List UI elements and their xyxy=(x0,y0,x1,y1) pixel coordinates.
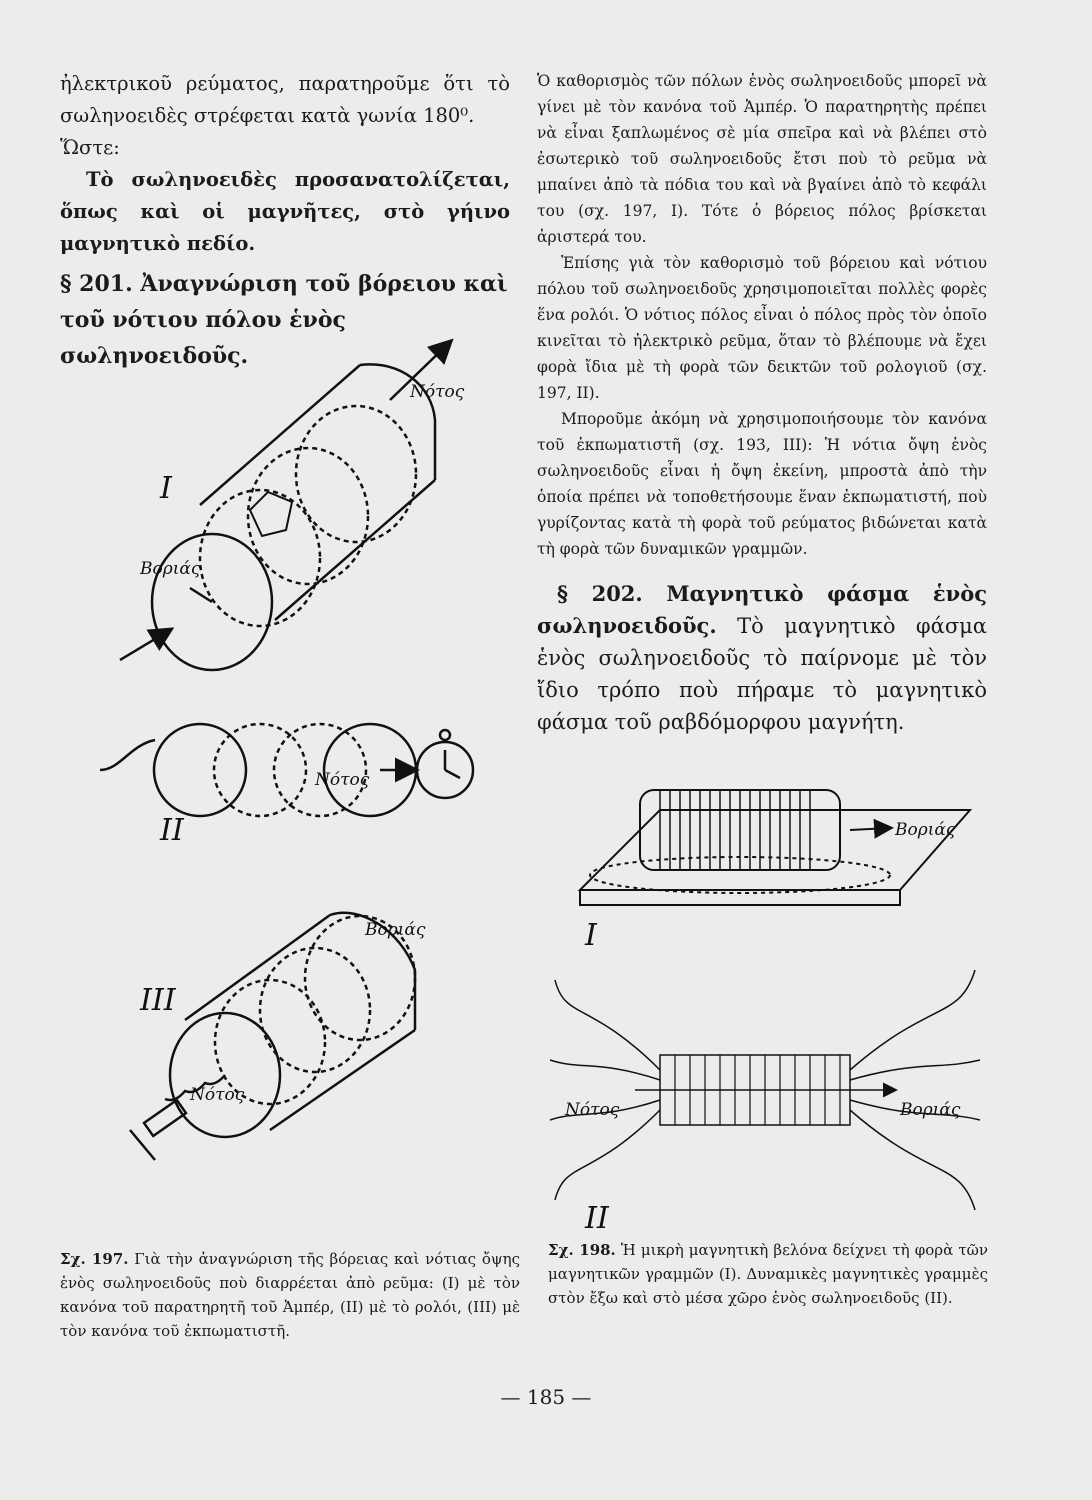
figure-197-drawing xyxy=(60,330,530,1230)
fig197-label-I: I xyxy=(160,471,172,506)
fig197-label-II: II xyxy=(160,813,184,848)
page-number: — 185 — xyxy=(500,1385,592,1409)
fig198-label-I: I xyxy=(585,918,597,953)
figure-197 xyxy=(60,330,530,1230)
fig197-notos-label-2: Νότος xyxy=(315,770,370,790)
section-201-number: § 201. xyxy=(60,271,133,297)
left-paragraph-1: ἠλεκτρικοῦ ρεύματος, παρατηροῦμε ὅτι τὸ σωληνοειδὲς στρέφεται κατὰ γωνία 180⁰. xyxy=(60,72,510,127)
fig198-borias-label-1: Βοριάς xyxy=(895,820,956,840)
figure-197-caption-text: Γιὰ τὴν ἀναγνώριση τῆς βόρειας καὶ νότιας ὄψης ἑνὸς σωληνοειδοῦς ποὺ διαρρέεται ἀπὸ ρεῦμα: (I) μὲ τὸν κανόνα τοῦ παρατηρητῆ τοῦ Ἀμπέρ, (II) μὲ τὸ ρολόι, (III) μὲ τὸν κανόνα τοῦ ἐκπωματιστῆ. xyxy=(60,1250,520,1340)
solenoid-ampere-rule-drawing xyxy=(120,342,450,670)
figure-197-caption xyxy=(60,1247,520,1343)
right-paragraph-2: Ἐπίσης γιὰ τὸν καθορισμὸ τοῦ βόρειου καὶ νότιου πόλου τοῦ σωληνοειδοῦς χρησιμοποιεῖται πολλὲς φορὲς ἕνα ρολόι. Ὁ νότιος πόλος εἶναι ὁ πόλος πρὸς τὸν ὁποῖο κινεῖται τὸ ἠλεκτρικὸ ρεῦμα, ὅταν τὸ βλέπουμε νὰ ἔχει φορὰ ἴδια μὲ τὴ φορὰ τῶν δεικτῶν τοῦ ρολογιοῦ (σχ. 197, II). xyxy=(537,254,987,402)
figure-198-caption xyxy=(548,1238,988,1310)
right-paragraph-1: Ὁ καθορισμὸς τῶν πόλων ἑνὸς σωληνοειδοῦς μπορεῖ νὰ γίνει μὲ τὸν κανόνα τοῦ Ἀμπέρ. Ὁ παρατηρητὴς πρέπει νὰ εἶναι ξαπλωμένος σὲ μία σπεῖρα καὶ νὰ βλέπει στὸ ἐσωτερικὸ τοῦ σωληνοειδοῦς ἔτσι ποὺ τὸ ρεῦμα νὰ μπαίνει ἀπὸ τὰ πόδια του καὶ νὰ βγαίνει ἀπὸ τὸ κεφάλι του (σχ. 197, I). Τότε ὁ βόρειος πόλος βρίσκεται ἀριστερά του. xyxy=(537,72,987,246)
figure-198-drawing xyxy=(540,770,990,1230)
fig197-notos-label-3: Νότος xyxy=(190,1085,245,1105)
fig198-borias-label-2: Βοριάς xyxy=(900,1100,961,1120)
left-conclusion: Τὸ σωληνοειδὲς προσανατολίζεται, ὅπως καὶ οἱ μαγνῆτες, στὸ γήινο μαγνητικὸ πεδίο. xyxy=(60,168,510,255)
solenoid-field-lines-drawing xyxy=(550,970,980,1210)
right-column xyxy=(537,68,987,738)
section-202-text: Τὸ μαγνητικὸ φάσμα ἑνὸς σωληνοειδοῦς τὸ παίρνομε μὲ τὸν ἴδιο τρόπο ποὺ πήραμε τὸ μαγνητικὸ φάσμα τοῦ ραβδόμορφου μαγνήτη. xyxy=(537,614,987,734)
figure-197-caption-label: Σχ. 197. xyxy=(60,1250,129,1268)
solenoid-on-board-drawing xyxy=(580,790,970,905)
right-paragraph-3: Μποροῦμε ἀκόμη νὰ χρησιμοποιήσουμε τὸν κανόνα τοῦ ἐκπωματιστῆ (σχ. 193, III): Ἡ νότια ὄψη ἑνὸς σωληνοειδοῦς εἶναι ἡ ὄψη ἐκείνη, μπροστὰ ἀπὸ τὴν ὁποία πρέπει νὰ τοποθετήσουμε ἕναν ἐκπωματιστή, ποὺ γυρίζοντας κατὰ τὴ φορὰ τοῦ ρεύματος βιδώνεται κατὰ τὴ φορὰ τῶν δυναμικῶν γραμμῶν. xyxy=(537,410,987,558)
fig197-borias-label-1: Βοριάς xyxy=(140,559,201,579)
solenoid-corkscrew-rule-drawing xyxy=(130,913,415,1160)
section-202 xyxy=(537,578,987,738)
figure-198 xyxy=(540,770,990,1230)
fig198-label-II: II xyxy=(585,1201,609,1230)
fig197-notos-label-1: Νότος xyxy=(410,382,465,402)
left-column xyxy=(60,68,510,374)
section-201-title: Ἀναγνώριση τοῦ βόρειου καὶ τοῦ νότιου πόλου ἑνὸς σωληνοειδοῦς. xyxy=(60,271,508,369)
figure-198-caption-text: Ἡ μικρὴ μαγνητικὴ βελόνα δείχνει τὴ φορὰ τῶν μαγνητικῶν γραμμῶν (I). Δυναμικὲς μαγνητικὲς γραμμὲς στὸν ἔξω καὶ στὸ μέσα χῶρο ἑνὸς σωληνοειδοῦς (II). xyxy=(548,1241,988,1307)
left-paragraph-2: Ὥστε: xyxy=(60,136,120,159)
fig197-borias-label-2: Βοριάς xyxy=(365,920,426,940)
fig198-notos-label: Νότος xyxy=(565,1100,620,1120)
figure-198-caption-label: Σχ. 198. xyxy=(548,1241,616,1259)
section-202-heading: § 202. Μαγνητικὸ φάσμα ἑνὸς σωληνοειδοῦς. xyxy=(537,581,987,638)
fig197-label-III: III xyxy=(140,983,176,1018)
solenoid-clock-rule-drawing xyxy=(100,724,473,816)
